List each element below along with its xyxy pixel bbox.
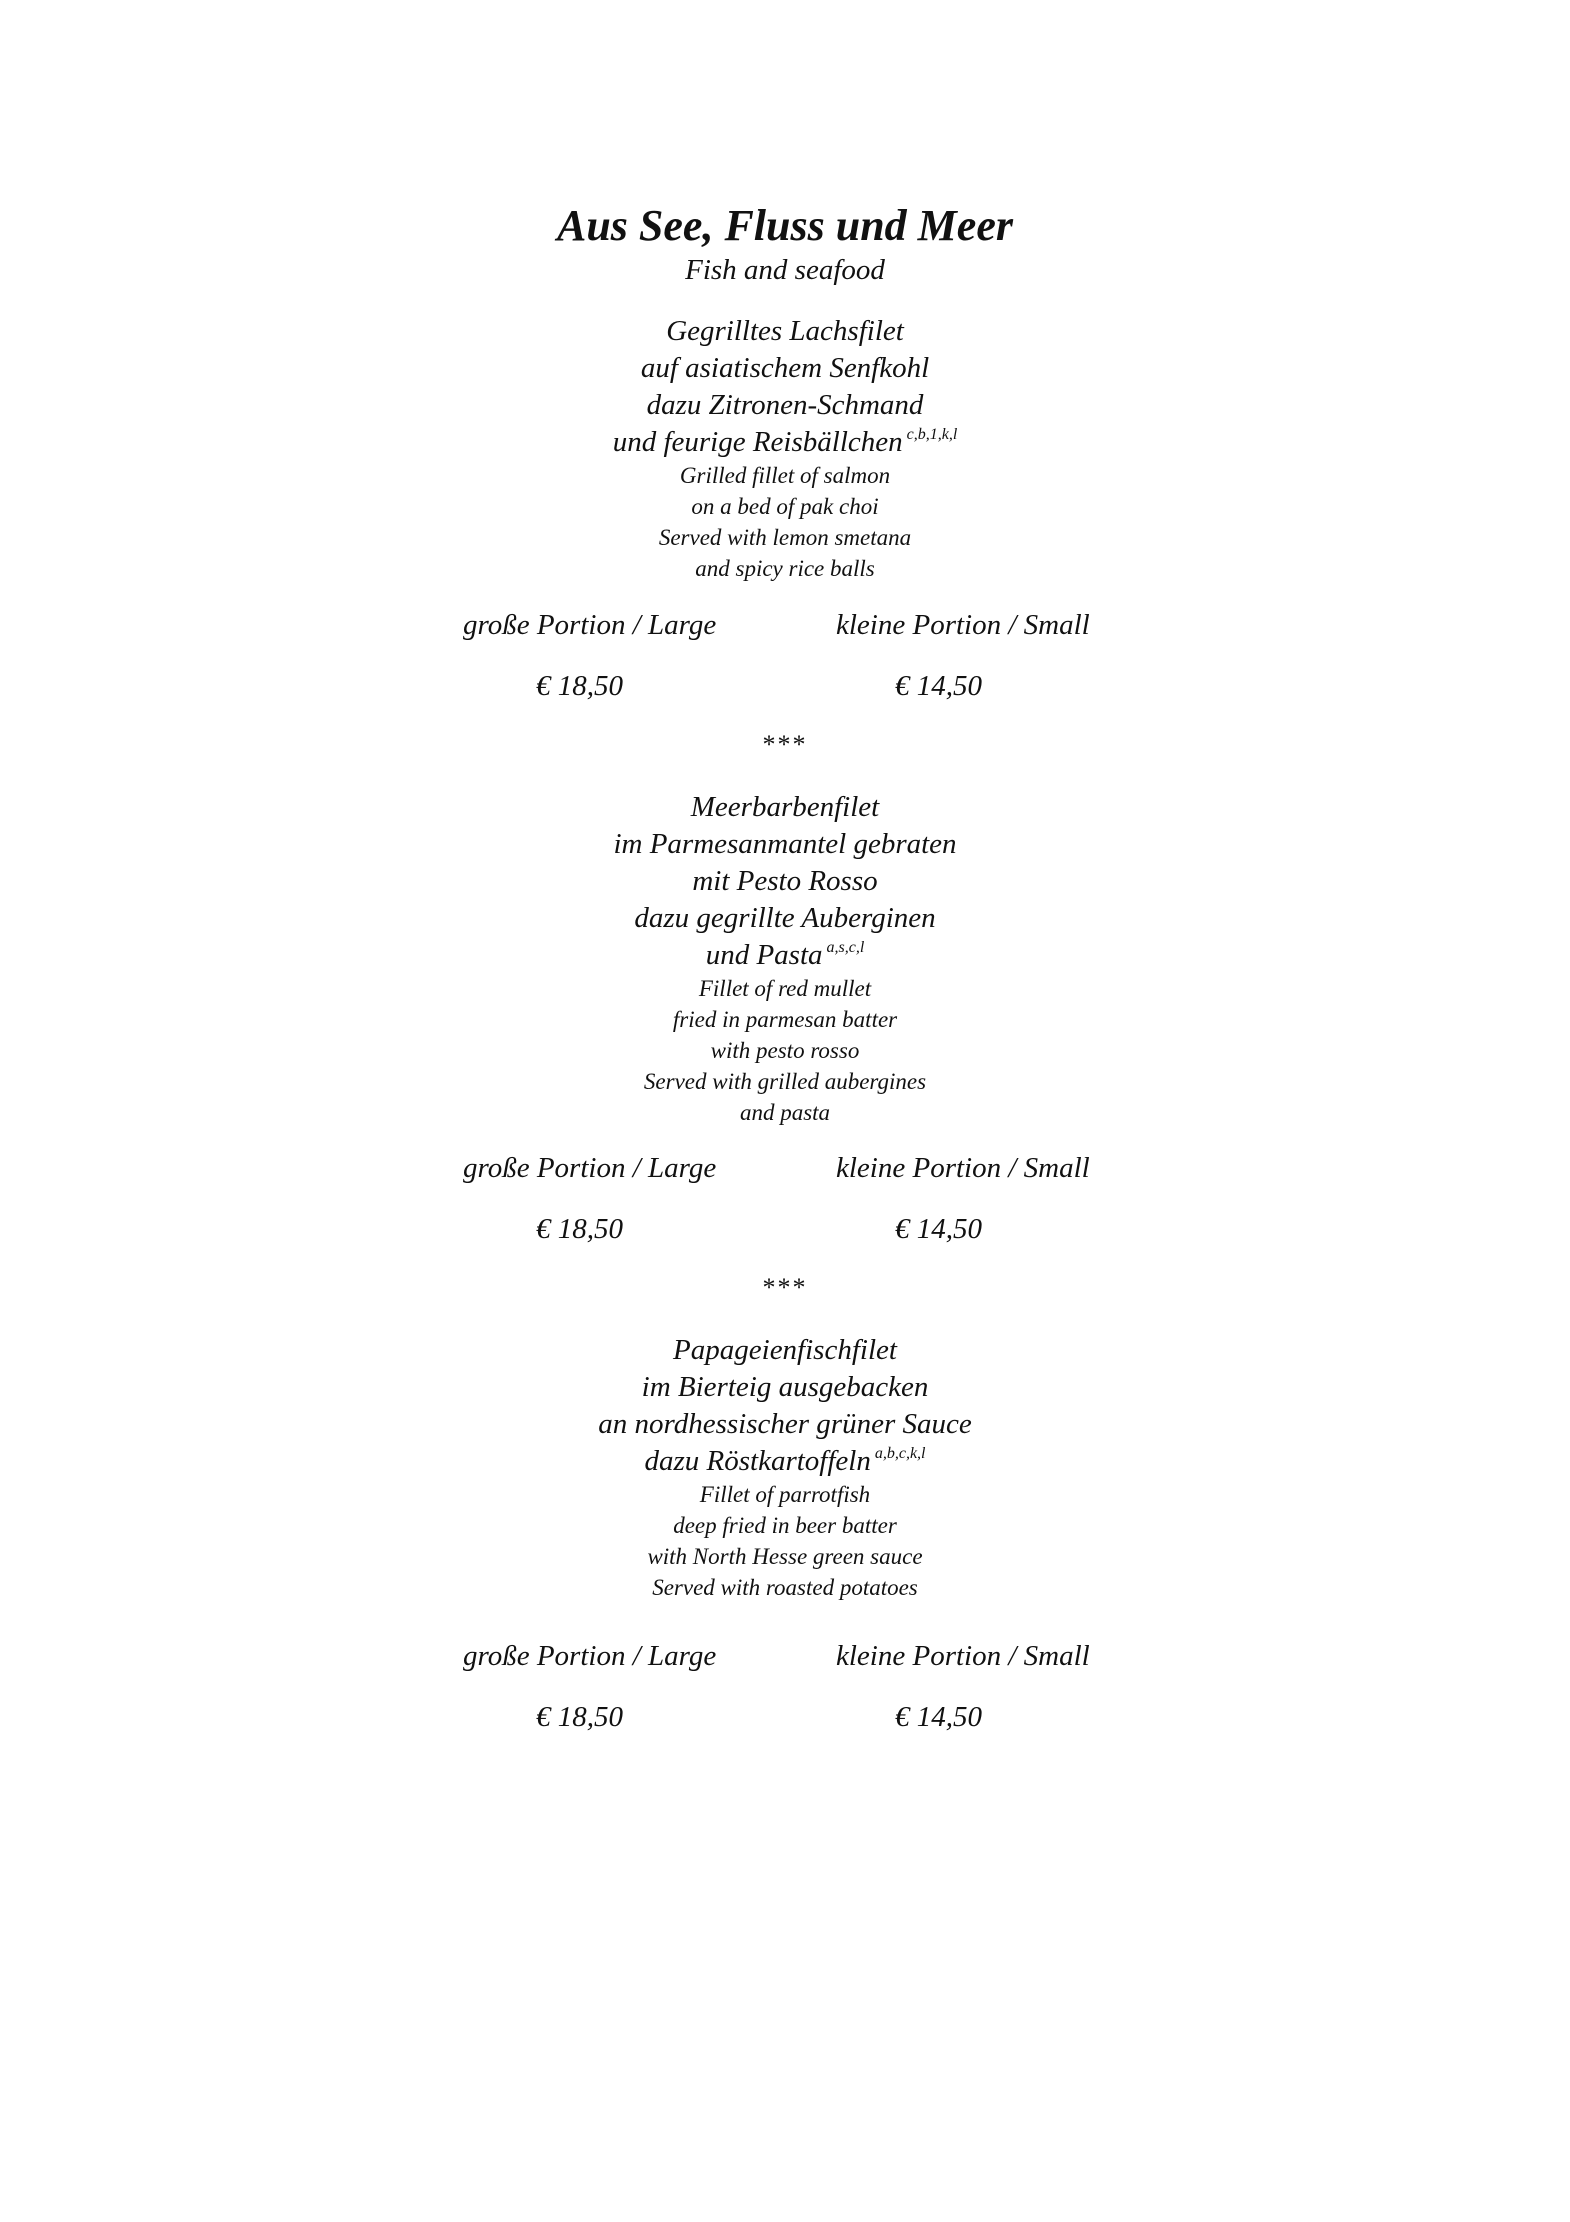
dish-1-small-label: kleine Portion / Small: [836, 609, 1090, 641]
dish-3-small-price: € 14,50: [895, 1701, 982, 1733]
dish-2-large-price: € 18,50: [536, 1213, 623, 1245]
dish-3-german-description: [0, 1332, 1570, 1480]
dish-3-de-line-2: im Bierteig ausgebacken: [641, 1371, 929, 1403]
dish-3-small-label: kleine Portion / Small: [836, 1640, 1090, 1672]
dish-2-german-description: [0, 789, 1570, 974]
dish-2-large-label: große Portion / Large: [463, 1152, 717, 1184]
dish-1-de-line-1: Gegrilltes Lachsfilet: [666, 315, 904, 347]
dish-1-allergens: c,b,1,k,l: [906, 426, 958, 443]
dish-1-de-line-4-text: und feurige Reisbällchen: [612, 426, 903, 458]
page-subtitle: Fish and seafood: [685, 254, 885, 286]
dish-1-german-description: [0, 313, 1570, 461]
dish-3-en-line-4: Served with roasted potatoes: [652, 1575, 918, 1600]
dish-2-de-line-2: im Parmesanmantel gebraten: [613, 828, 957, 860]
dish-1-small-price: € 14,50: [895, 670, 982, 702]
dish-3-allergens: a,b,c,k,l: [874, 1445, 926, 1462]
dish-2-en-line-1: Fillet of red mullet: [698, 976, 872, 1001]
dish-3-de-line-3: an nordhessischer grüner Sauce: [598, 1408, 972, 1440]
dish-3-large-label: große Portion / Large: [463, 1640, 717, 1672]
page-title: Aus See, Fluss und Meer: [556, 201, 1013, 250]
dish-2-en-line-3: with pesto rosso: [710, 1038, 860, 1063]
dish-1-en-line-3: Served with lemon smetana: [658, 525, 912, 550]
dish-3-large-price: € 18,50: [536, 1701, 623, 1733]
dish-1-en-line-2: on a bed of pak choi: [691, 494, 879, 519]
dish-1-de-line-2: auf asiatischem Senfkohl: [640, 352, 930, 384]
dish-3-en-line-1: Fillet of parrotfish: [699, 1482, 871, 1507]
dish-2-en-line-5: and pasta: [739, 1100, 831, 1125]
dish-2-english-description: [0, 973, 1570, 1128]
dish-1-en-line-4: and spicy rice balls: [695, 556, 875, 581]
separator-2: ***: [762, 1273, 808, 1302]
dish-3-en-line-2: deep fried in beer batter: [673, 1513, 897, 1538]
dish-2-de-line-5: [0, 937, 1570, 974]
dish-1-large-price: € 18,50: [536, 670, 623, 702]
dish-1-de-line-3: dazu Zitronen-Schmand: [646, 389, 924, 421]
dish-2-de-line-5-text: und Pasta: [705, 939, 823, 971]
dish-3-de-line-1: Papageienfischfilet: [673, 1334, 897, 1366]
dish-3-english-description: [0, 1479, 1570, 1603]
dish-2-en-line-4: Served with grilled aubergines: [643, 1069, 927, 1094]
dish-2-allergens: a,s,c,l: [826, 939, 865, 956]
dish-3-de-line-4-text: dazu Röstkartoffeln: [644, 1445, 871, 1477]
dish-1-large-label: große Portion / Large: [463, 609, 717, 641]
separator-1: ***: [762, 730, 808, 759]
dish-1-en-line-1: Grilled fillet of salmon: [679, 463, 891, 488]
dish-2-small-price: € 14,50: [895, 1213, 982, 1245]
dish-2-en-line-2: fried in parmesan batter: [672, 1007, 898, 1032]
dish-2-de-line-3: mit Pesto Rosso: [692, 865, 878, 897]
dish-2-de-line-4: dazu gegrillte Auberginen: [634, 902, 936, 934]
dish-2-small-label: kleine Portion / Small: [836, 1152, 1090, 1184]
dish-3-de-line-4: [0, 1443, 1570, 1480]
dish-2-de-line-1: Meerbarbenfilet: [690, 791, 880, 823]
dish-3-en-line-3: with North Hesse green sauce: [647, 1544, 923, 1569]
dish-1-english-description: [0, 460, 1570, 584]
dish-1-de-line-4: [0, 424, 1570, 461]
